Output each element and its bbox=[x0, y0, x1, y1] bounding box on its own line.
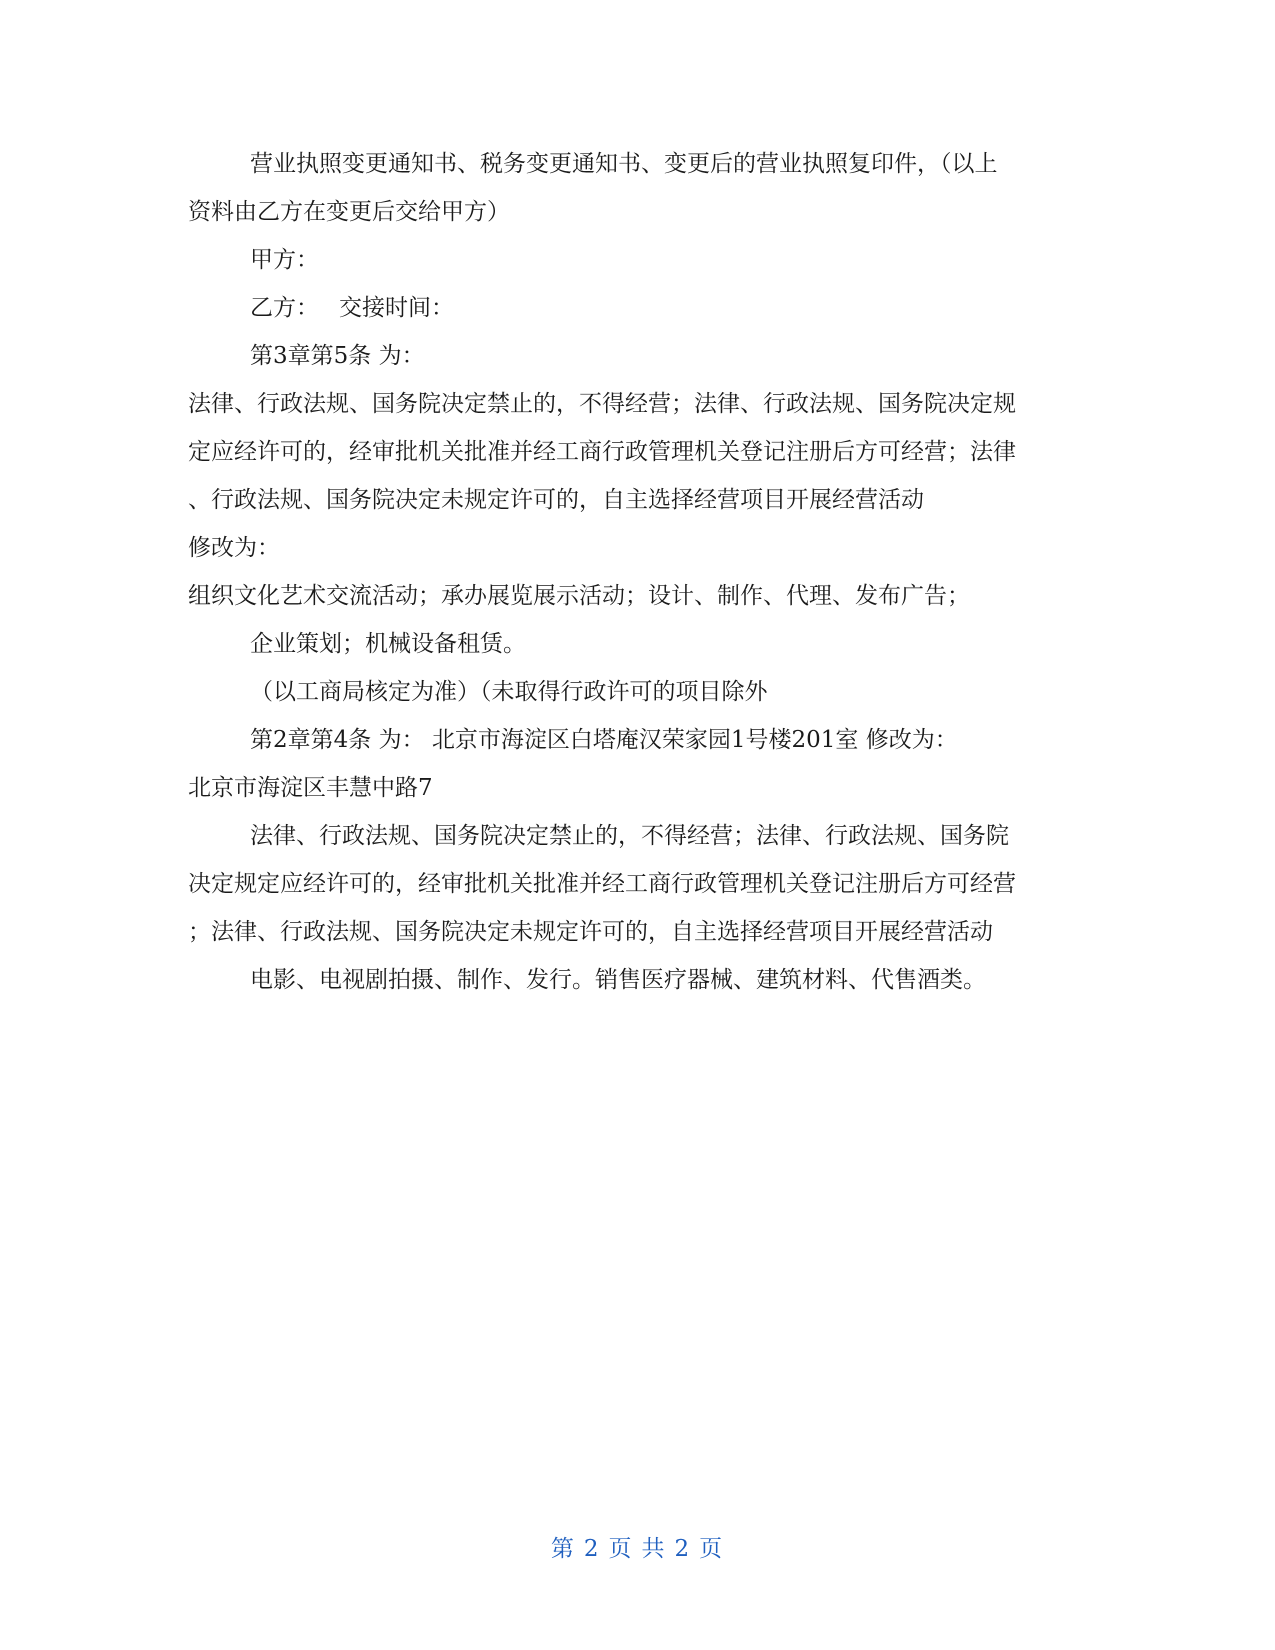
party-a-label: 甲方： bbox=[250, 247, 319, 273]
paragraph-line bbox=[188, 428, 1088, 476]
paragraph-line bbox=[188, 956, 1088, 1004]
paragraph-line bbox=[188, 476, 1088, 524]
paragraph-line bbox=[188, 572, 1088, 620]
paragraph-line bbox=[188, 380, 1088, 428]
line-text: 定应经许可的，经审批机关批准并经工商行政管理机关登记注册后方可经营；法律 bbox=[188, 439, 1016, 465]
article-heading bbox=[188, 332, 1088, 380]
total-pages-number: 2 bbox=[674, 1536, 692, 1562]
footer-total-unit: 页 bbox=[699, 1536, 725, 1562]
line-text: 法律、行政法规、国务院决定禁止的，不得经营；法律、行政法规、国务院决定规 bbox=[188, 391, 1016, 417]
footer-page-unit: 页 bbox=[608, 1536, 634, 1562]
current-page-number: 2 bbox=[583, 1536, 601, 1562]
line-text: 第2章第4条 为： 北京市海淀区白塔庵汉荣家园1号楼201室 修改为： bbox=[250, 727, 958, 753]
party-a-line bbox=[188, 236, 1088, 284]
article-heading bbox=[188, 716, 1088, 764]
modify-label-line bbox=[188, 524, 1088, 572]
line-text: （以工商局核定为准）（未取得行政许可的项目除外 bbox=[250, 679, 768, 705]
handover-time-label: 交接时间： bbox=[339, 295, 454, 321]
page-footer bbox=[0, 1530, 1275, 1563]
line-text: 、行政法规、国务院决定未规定许可的，自主选择经营项目开展经营活动 bbox=[188, 487, 924, 513]
paragraph-line bbox=[188, 764, 1088, 812]
footer-page-label: 第 bbox=[550, 1536, 576, 1562]
line-text: 电影、电视剧拍摄、制作、发行。销售医疗器械、建筑材料、代售酒类。 bbox=[250, 967, 986, 993]
line-text: 企业策划；机械设备租赁。 bbox=[250, 631, 526, 657]
line-text: 决定规定应经许可的，经审批机关批准并经工商行政管理机关登记注册后方可经营 bbox=[188, 871, 1016, 897]
line-text: 法律、行政法规、国务院决定禁止的，不得经营；法律、行政法规、国务院 bbox=[250, 823, 1009, 849]
document-body bbox=[188, 140, 1088, 1004]
line-text: 营业执照变更通知书、税务变更通知书、变更后的营业执照复印件，（以上 bbox=[250, 151, 998, 177]
party-b-line bbox=[188, 284, 1088, 332]
paragraph-line bbox=[188, 812, 1088, 860]
party-b-label: 乙方： bbox=[250, 295, 319, 321]
footer-total-label: 共 bbox=[641, 1536, 667, 1562]
paragraph-line bbox=[188, 860, 1088, 908]
paragraph-line bbox=[188, 140, 1088, 188]
paragraph-line bbox=[188, 188, 1088, 236]
line-text: 北京市海淀区丰慧中路7 bbox=[188, 775, 433, 801]
paragraph-line bbox=[188, 668, 1088, 716]
line-text: 组织文化艺术交流活动；承办展览展示活动；设计、制作、代理、发布广告； bbox=[188, 583, 970, 609]
line-text: ；法律、行政法规、国务院决定未规定许可的，自主选择经营项目开展经营活动 bbox=[188, 919, 993, 945]
line-text: 修改为： bbox=[188, 535, 280, 561]
line-text: 资料由乙方在变更后交给甲方） bbox=[188, 199, 510, 225]
line-text: 第3章第5条 为： bbox=[250, 343, 425, 369]
paragraph-line bbox=[188, 620, 1088, 668]
paragraph-line bbox=[188, 908, 1088, 956]
